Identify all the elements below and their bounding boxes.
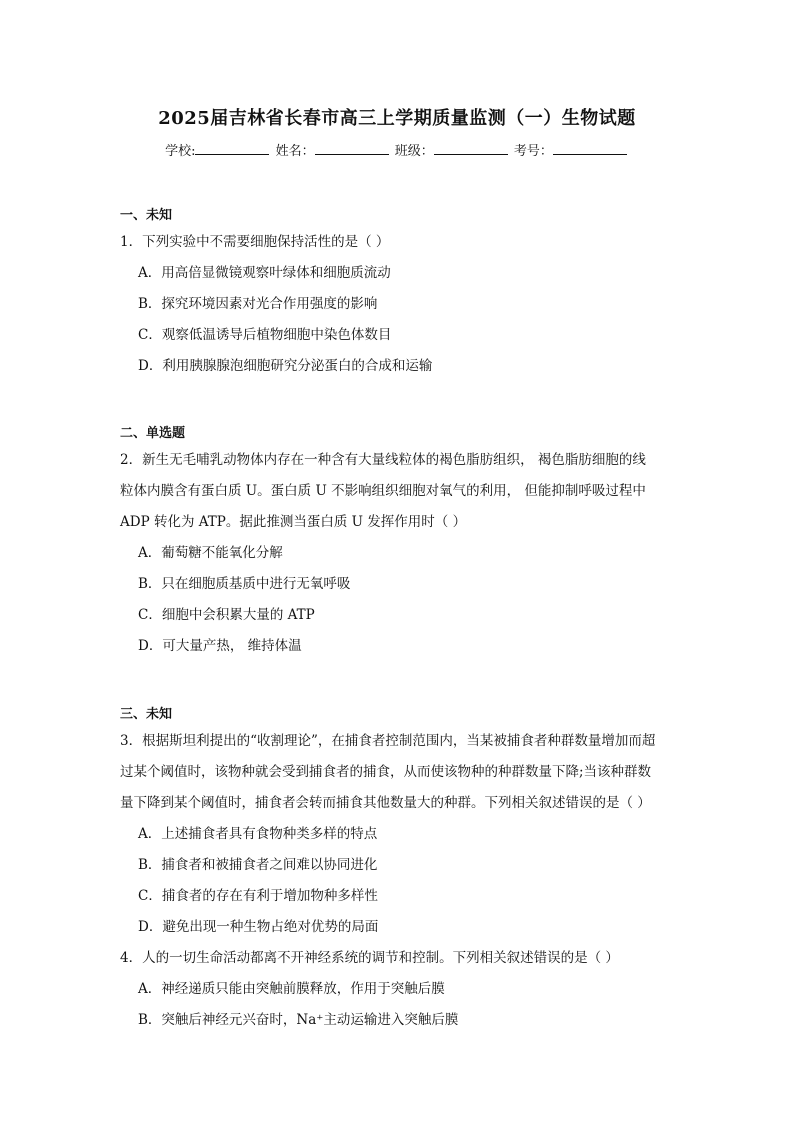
question-1-option-c: C．观察低温诱导后植物细胞中染色体数目: [138, 327, 392, 343]
question-2-option-d: D．可大量产热， 维持体温: [138, 638, 302, 654]
question-2-stem-line-3: ADP 转化为 ATP。据此推测当蛋白质 U 发挥作用时（ ）: [120, 514, 467, 530]
question-1-option-a: A．用高倍显微镜观察叶绿体和细胞质流动: [138, 265, 391, 281]
question-2-option-b: B．只在细胞质基质中进行无氧呼吸: [138, 576, 351, 592]
question-2-stem-line-1: 2．新生无毛哺乳动物体内存在一种含有大量线粒体的褐色脂肪组织， 褐色脂肪细胞的线: [120, 452, 646, 468]
question-3-stem-line-3: 量下降到某个阈值时，捕食者会转而捕食其他数量大的种群。下列相关叙述错误的是（ ）: [120, 795, 651, 811]
question-3-stem-line-2: 过某个阈值时，该物种就会受到捕食者的捕食，从而使该物种的种群数量下降;当该种群数: [120, 764, 652, 780]
question-4-option-a: A．神经递质只能由突触前膜释放，作用于突触后膜: [138, 981, 445, 997]
question-3-option-a: A．上述捕食者具有食物种类多样的特点: [138, 826, 378, 842]
number-label: 考号：: [513, 144, 553, 159]
student-info-line: [0, 140, 794, 159]
name-label: 姓名：: [275, 144, 315, 159]
section-heading-3: 三、未知: [120, 707, 173, 722]
school-blank[interactable]: [195, 142, 269, 155]
school-label: 学校:: [165, 144, 196, 159]
question-1-option-b: B．探究环境因素对光合作用强度的影响: [138, 296, 378, 312]
section-heading-2: 二、单选题: [120, 426, 186, 441]
section-heading-1: 一、未知: [120, 208, 173, 223]
question-3-option-b: B．捕食者和被捕食者之间难以协同进化: [138, 857, 378, 873]
page-title: 2025届吉林省长春市高三上学期质量监测（一）生物试题: [158, 108, 636, 129]
question-2-stem-line-2: 粒体内膜含有蛋白质 U。蛋白质 U 不影响组织细胞对氧气的利用， 但能抑制呼吸过程中: [120, 483, 646, 499]
question-3-stem-line-1: 3．根据斯坦利提出的“收割理论”，在捕食者控制范围内，当某被捕食者种群数量增加而超: [120, 733, 656, 749]
question-4-stem: 4．人的一切生命活动都离不开神经系统的调节和控制。下列相关叙述错误的是（ ）: [120, 950, 619, 966]
class-blank[interactable]: [434, 142, 508, 155]
question-4-option-b: B．突触后神经元兴奋时，Na⁺主动运输进入突触后膜: [138, 1012, 459, 1028]
class-label: 班级：: [394, 144, 434, 159]
question-3-option-d: D．避免出现一种生物占绝对优势的局面: [138, 919, 379, 935]
question-1-option-d: D．利用胰腺腺泡细胞研究分泌蛋白的合成和运输: [138, 358, 433, 374]
number-blank[interactable]: [553, 142, 627, 155]
question-3-option-c: C．捕食者的存在有利于增加物种多样性: [138, 888, 378, 904]
question-2-option-a: A．葡萄糖不能氧化分解: [138, 545, 283, 561]
question-2-option-c: C．细胞中会积累大量的 ATP: [138, 607, 315, 623]
name-blank[interactable]: [315, 142, 389, 155]
question-1-stem: 1．下列实验中不需要细胞保持活性的是（ ）: [120, 234, 390, 250]
